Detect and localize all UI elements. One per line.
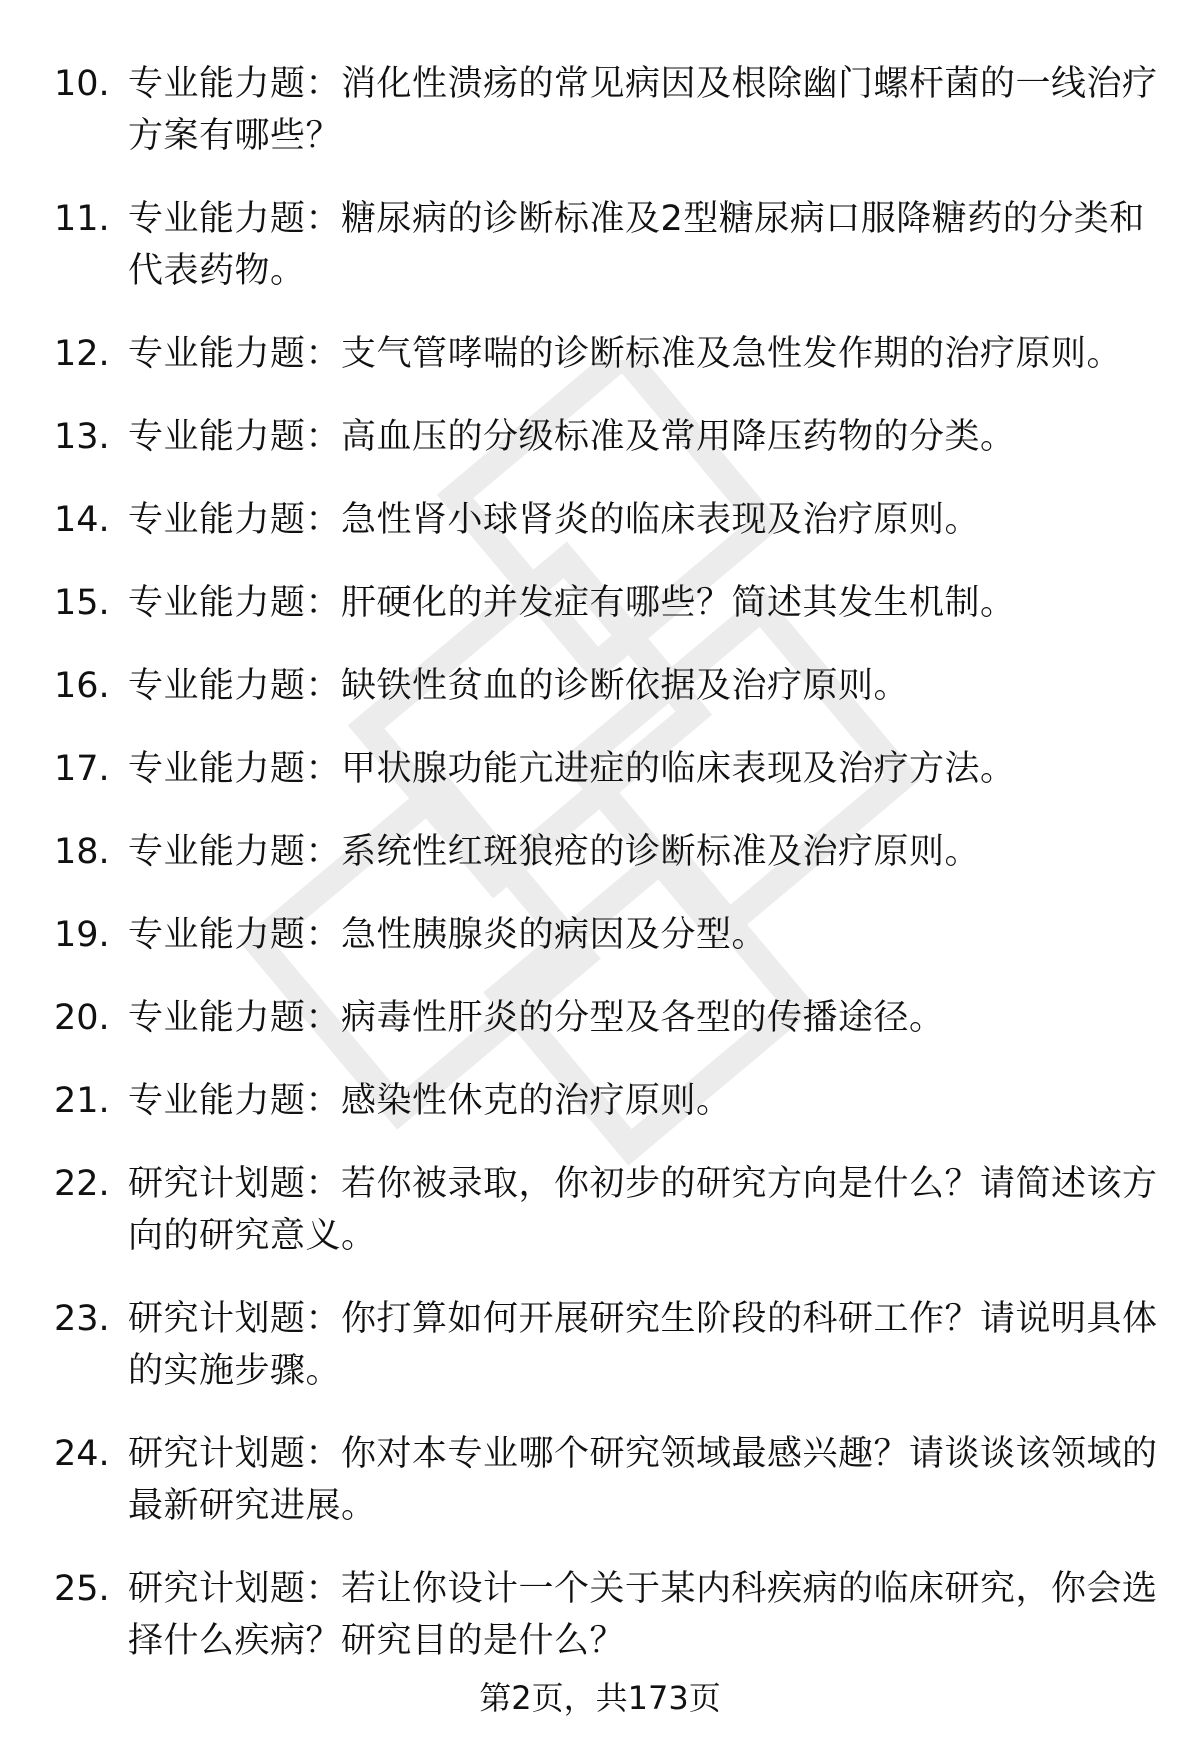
item-text: 专业能力题：糖尿病的诊断标准及2型糖尿病口服降糖药的分类和代表药物。 <box>128 199 1145 291</box>
list-item <box>0 660 1200 712</box>
item-text: 研究计划题：若让你设计一个关于某内科疾病的临床研究，你会选择什么疾病？研究目的是什么？ <box>128 1569 1158 1661</box>
item-text: 专业能力题：甲状腺功能亢进症的临床表现及治疗方法。 <box>128 749 1016 789</box>
item-number: 10. <box>54 64 110 104</box>
item-number: 12. <box>54 334 110 374</box>
list-item <box>0 193 1200 297</box>
item-text: 研究计划题：你打算如何开展研究生阶段的科研工作？请说明具体的实施步骤。 <box>128 1299 1158 1391</box>
item-text: 专业能力题：肝硬化的并发症有哪些？简述其发生机制。 <box>128 583 1016 623</box>
item-number: 21. <box>54 1081 110 1121</box>
item-number: 11. <box>54 199 110 239</box>
item-text: 专业能力题：支气管哮喘的诊断标准及急性发作期的治疗原则。 <box>128 334 1123 374</box>
list-item <box>0 411 1200 463</box>
item-number: 22. <box>54 1164 110 1204</box>
item-number: 18. <box>54 832 110 872</box>
list-item <box>0 1563 1200 1667</box>
list-item <box>0 1428 1200 1532</box>
item-text: 研究计划题：若你被录取，你初步的研究方向是什么？请简述该方向的研究意义。 <box>128 1164 1158 1256</box>
item-text: 专业能力题：急性肾小球肾炎的临床表现及治疗原则。 <box>128 500 981 540</box>
item-number: 15. <box>54 583 110 623</box>
item-number: 17. <box>54 749 110 789</box>
item-number: 14. <box>54 500 110 540</box>
item-text: 研究计划题：你对本专业哪个研究领域最感兴趣？请谈谈该领域的最新研究进展。 <box>128 1434 1158 1526</box>
item-text: 专业能力题：系统性红斑狼疮的诊断标准及治疗原则。 <box>128 832 981 872</box>
item-number: 23. <box>54 1299 110 1339</box>
item-number: 25. <box>54 1569 110 1609</box>
question-list <box>0 58 1200 1698</box>
list-item <box>0 494 1200 546</box>
list-item <box>0 992 1200 1044</box>
item-text: 专业能力题：消化性溃疡的常见病因及根除幽门螺杆菌的一线治疗方案有哪些？ <box>128 64 1158 156</box>
item-number: 20. <box>54 998 110 1038</box>
item-text: 专业能力题：缺铁性贫血的诊断依据及治疗原则。 <box>128 666 910 706</box>
page-number: 第2页，共173页 <box>479 1679 721 1717</box>
list-item <box>0 58 1200 162</box>
item-number: 24. <box>54 1434 110 1474</box>
item-text: 专业能力题：高血压的分级标准及常用降压药物的分类。 <box>128 417 1016 457</box>
list-item <box>0 577 1200 629</box>
list-item <box>0 328 1200 380</box>
list-item <box>0 1158 1200 1262</box>
item-number: 13. <box>54 417 110 457</box>
list-item <box>0 909 1200 961</box>
list-item <box>0 1075 1200 1127</box>
item-number: 16. <box>54 666 110 706</box>
item-text: 专业能力题：病毒性肝炎的分型及各型的传播途径。 <box>128 998 945 1038</box>
item-text: 专业能力题：感染性休克的治疗原则。 <box>128 1081 732 1121</box>
list-item <box>0 743 1200 795</box>
list-item <box>0 1293 1200 1397</box>
item-text: 专业能力题：急性胰腺炎的病因及分型。 <box>128 915 768 955</box>
item-number: 19. <box>54 915 110 955</box>
list-item <box>0 826 1200 878</box>
